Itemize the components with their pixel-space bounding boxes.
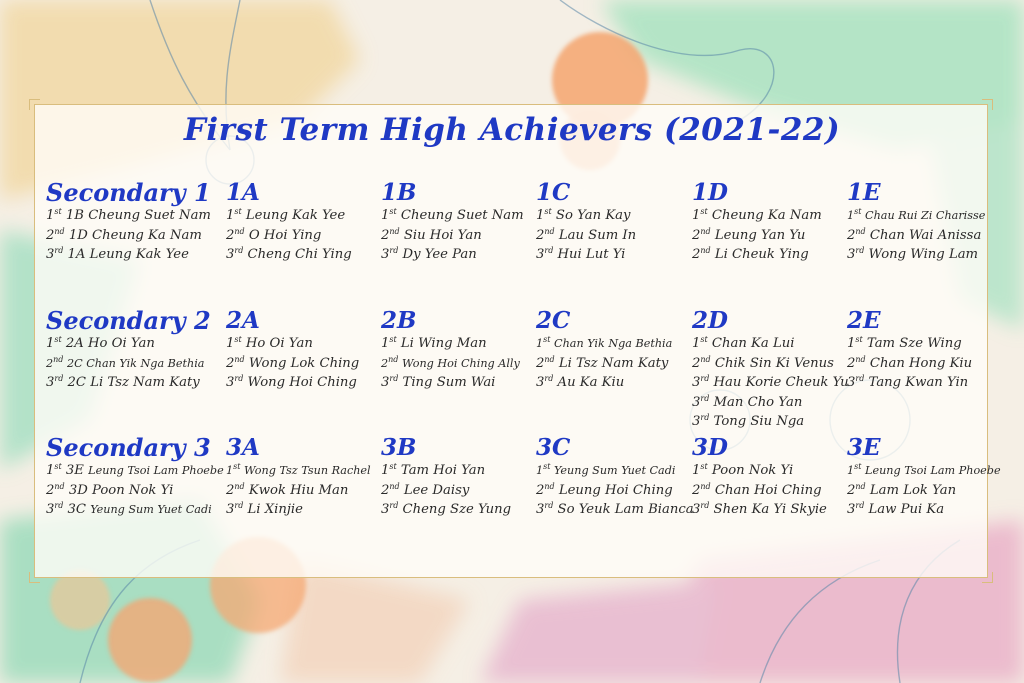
block-heading: 2B (381, 307, 417, 334)
student-name: Poon Nok Yi (711, 463, 794, 478)
achiever-entry (692, 334, 872, 354)
achiever-entry (692, 500, 872, 520)
student-name: Hui Lut Yi (557, 247, 626, 262)
block-heading: 3B (381, 434, 417, 461)
student-name: Yeung Sum Yuet Cadi (554, 464, 676, 477)
rank-suffix: rd (855, 501, 865, 510)
student-name: Chan Ka Lui (711, 336, 795, 351)
rank-suffix: nd (700, 246, 711, 255)
rank-suffix: rd (389, 246, 399, 255)
rank-number: 1 (847, 336, 856, 351)
rank-number: 3 (847, 375, 856, 390)
rank-number: 1 (847, 209, 855, 222)
frame-corner (982, 99, 993, 110)
achiever-entry (381, 334, 561, 354)
student-name: Leung Tsoi Lam Phoebe (865, 464, 1001, 477)
student-name: Kwok Hiu Man (248, 482, 349, 498)
block-heading: 3E (847, 434, 881, 461)
rank-suffix: nd (855, 354, 866, 364)
achiever-entry (536, 226, 716, 246)
student-name: Shen Ka Yi Skyie (713, 502, 827, 517)
rank-suffix: st (54, 462, 62, 471)
block-heading: 2E (847, 307, 881, 334)
rank-suffix: nd (234, 226, 245, 236)
rank-number: 1 (536, 208, 545, 223)
rank-suffix: rd (389, 374, 399, 383)
rank-suffix: st (543, 335, 551, 344)
student-name: Lam Lok Yan (869, 482, 957, 498)
block-heading: Secondary 3 (46, 433, 211, 462)
rank-suffix: st (54, 207, 62, 216)
student-name: 1A Leung Kak Yee (67, 247, 189, 262)
rank-suffix: rd (700, 393, 710, 403)
rank-suffix: nd (544, 354, 555, 364)
student-name: 3C (67, 502, 91, 517)
achiever-entry (46, 245, 226, 265)
achiever-entry (692, 461, 872, 481)
student-name: Au Ka Kiu (557, 375, 625, 390)
block-1a (226, 180, 406, 265)
achiever-entry (536, 373, 716, 393)
rank-number: 2 (46, 227, 55, 243)
rank-number: 3 (46, 502, 55, 517)
rank-suffix: st (234, 335, 242, 344)
block-heading: 3C (536, 434, 571, 461)
block-heading: 1C (536, 179, 571, 206)
student-name: Li Wing Man (400, 336, 487, 351)
rank-number: 2 (847, 482, 856, 498)
achiever-entry (692, 481, 872, 501)
student-name: 2A Ho Oi Yan (65, 336, 155, 351)
rank-suffix: nd (855, 481, 866, 491)
block-heading: 1A (226, 179, 260, 206)
achiever-entry (381, 461, 561, 481)
rank-suffix: rd (234, 501, 244, 510)
rank-number: 1 (381, 336, 390, 351)
rank-number: 3 (692, 414, 701, 429)
rank-number: 2 (692, 482, 701, 498)
rank-number: 3 (692, 394, 701, 410)
achiever-entry (692, 245, 872, 265)
rank-suffix: rd (54, 374, 64, 383)
achiever-entry (381, 373, 561, 393)
block-3c (536, 435, 716, 520)
block-heading: 2A (226, 307, 260, 334)
rank-number: 2 (46, 356, 54, 370)
rank-number: 2 (381, 227, 390, 243)
frame-corner (29, 572, 40, 583)
rank-suffix: nd (54, 481, 65, 491)
rank-suffix: st (855, 335, 863, 344)
rank-number: 3 (381, 247, 390, 262)
rank-suffix: rd (700, 374, 710, 383)
block-heading: 1E (847, 179, 881, 206)
rank-suffix: rd (855, 246, 865, 255)
student-name: Li Cheuk Ying (714, 247, 809, 262)
student-name: Cheng Chi Ying (247, 247, 352, 262)
block-heading: 1B (381, 179, 417, 206)
achiever-entry (847, 481, 1024, 501)
rank-suffix: rd (855, 374, 865, 383)
achiever-entry (381, 354, 561, 374)
rank-number: 2 (536, 355, 545, 371)
rank-number: 1 (46, 463, 55, 478)
student-name: Chan Hong Kiu (869, 355, 973, 371)
block-heading: Secondary 1 (46, 178, 211, 207)
achiever-entry (692, 226, 872, 246)
frame-corner (29, 99, 40, 110)
block-heading: 2C (536, 307, 571, 334)
student-name: Leung Yan Yu (714, 227, 806, 243)
achiever-entry (847, 206, 1024, 226)
student-name-small: Leung Tsoi Lam Phoebe (88, 464, 224, 477)
student-name: Cheung Suet Nam (400, 208, 524, 223)
rank-number: 3 (226, 375, 235, 390)
student-name: So Yan Kay (555, 208, 631, 223)
achiever-entry (46, 334, 226, 354)
block-2a (226, 308, 406, 393)
block-s1 (46, 180, 226, 265)
achiever-entry (226, 226, 406, 246)
rank-suffix: st (234, 207, 242, 216)
rank-suffix: rd (234, 374, 244, 383)
rank-number: 2 (847, 355, 856, 371)
student-name: Tam Hoi Yan (400, 463, 486, 478)
block-3b (381, 435, 561, 520)
student-name: Tang Kwan Yin (868, 375, 969, 390)
block-1c (536, 180, 716, 265)
rank-suffix: rd (544, 374, 554, 383)
rank-suffix: st (389, 335, 397, 344)
frame-corner (982, 572, 993, 583)
rank-suffix: st (54, 335, 62, 344)
rank-suffix: nd (54, 226, 65, 236)
student-name: Man Cho Yan (713, 394, 803, 410)
student-name: Wong Hoi Ching (247, 375, 357, 390)
student-name-small: Yeung Sum Yuet Cadi (90, 503, 212, 516)
rank-number: 1 (381, 208, 390, 223)
rank-number: 1 (46, 208, 55, 223)
rank-suffix: st (544, 207, 552, 216)
student-name: So Yeuk Lam Bianca (557, 502, 694, 517)
rank-suffix: rd (389, 501, 399, 510)
rank-number: 2 (692, 247, 701, 262)
rank-number: 2 (536, 227, 545, 243)
achiever-entry (226, 481, 406, 501)
achiever-entry (847, 461, 1024, 481)
student-name: Ting Sum Wai (402, 375, 496, 390)
achiever-entry (46, 500, 226, 520)
rank-suffix: st (233, 462, 241, 471)
achiever-entry (847, 245, 1024, 265)
rank-suffix: st (700, 462, 708, 471)
rank-number: 1 (381, 463, 390, 478)
achiever-entry (536, 500, 716, 520)
achiever-entry (226, 500, 406, 520)
achiever-entry (847, 334, 1024, 354)
block-heading: 2D (692, 307, 728, 334)
block-heading: 3A (226, 434, 260, 461)
achiever-entry (226, 373, 406, 393)
student-name: Ho Oi Yan (245, 336, 313, 351)
student-name: Siu Hoi Yan (403, 227, 482, 243)
block-heading: 1D (692, 179, 728, 206)
student-name: Law Pui Ka (868, 502, 945, 517)
rank-suffix: st (854, 462, 862, 471)
student-name: Leung Hoi Ching (558, 482, 673, 498)
rank-suffix: st (700, 207, 708, 216)
rank-number: 1 (226, 464, 234, 477)
rank-suffix: rd (54, 501, 64, 510)
rank-suffix: rd (234, 246, 244, 255)
rank-number: 3 (226, 247, 235, 262)
achiever-entry (847, 354, 1024, 374)
student-name: Chan Wai Anissa (869, 227, 982, 243)
rank-suffix: st (854, 207, 862, 216)
rank-number: 1 (536, 464, 544, 477)
block-2c (536, 308, 716, 393)
rank-suffix: st (700, 335, 708, 344)
rank-number: 2 (381, 482, 390, 498)
achiever-entry (381, 226, 561, 246)
rank-suffix: rd (544, 246, 554, 255)
block-3d (692, 435, 872, 520)
achiever-entry (381, 481, 561, 501)
student-name: Wong Lok Ching (248, 355, 360, 371)
rank-number: 2 (692, 355, 701, 371)
rank-number: 2 (46, 482, 55, 498)
block-1d (692, 180, 872, 265)
student-name: 1D Cheung Ka Nam (68, 227, 202, 243)
student-name: Tong Siu Nga (713, 414, 805, 429)
student-name: Wong Hoi Ching Ally (401, 356, 520, 370)
achiever-entry (692, 412, 872, 432)
rank-number: 1 (226, 208, 235, 223)
achiever-entry (847, 226, 1024, 246)
rank-number: 2 (226, 355, 235, 371)
block-2b (381, 308, 561, 393)
rank-suffix: nd (389, 481, 400, 491)
achiever-entry (536, 206, 716, 226)
achiever-entry (226, 461, 406, 481)
achiever-entry (381, 245, 561, 265)
rank-suffix: nd (700, 481, 711, 491)
block-3a (226, 435, 406, 520)
rank-number: 3 (536, 247, 545, 262)
rank-number: 1 (692, 463, 701, 478)
student-name: 2C Li Tsz Nam Katy (67, 375, 200, 390)
rank-number: 1 (847, 464, 855, 477)
student-name: Cheung Ka Nam (711, 208, 822, 223)
achiever-entry (847, 500, 1024, 520)
student-name: Li Tsz Nam Katy (558, 355, 669, 371)
rank-suffix: nd (389, 226, 400, 236)
block-heading: Secondary 2 (46, 306, 211, 335)
achiever-entry (226, 334, 406, 354)
rank-number: 3 (847, 247, 856, 262)
achiever-entry (536, 481, 716, 501)
student-name: 3E (65, 463, 89, 478)
rank-suffix: nd (544, 226, 555, 236)
rank-number: 3 (46, 247, 55, 262)
block-2e (847, 308, 1024, 393)
rank-number: 1 (46, 336, 55, 351)
rank-number: 3 (692, 375, 701, 390)
block-s2 (46, 308, 226, 393)
student-name: 2C Chan Yik Nga Bethia (66, 356, 205, 370)
student-name: Lau Sum In (558, 227, 637, 243)
rank-number: 2 (847, 227, 856, 243)
page-title: First Term High Achievers (2021-22) (183, 112, 841, 148)
achiever-entry (226, 245, 406, 265)
student-name: Chan Yik Nga Bethia (554, 337, 673, 350)
block-2d (692, 308, 872, 432)
rank-suffix: nd (700, 226, 711, 236)
block-1b (381, 180, 561, 265)
rank-number: 1 (226, 336, 235, 351)
achiever-entry (226, 206, 406, 226)
student-name: Cheng Sze Yung (402, 502, 512, 517)
student-name: Chik Sin Ki Venus (714, 355, 834, 371)
student-name: Chan Hoi Ching (714, 482, 822, 498)
rank-number: 3 (381, 502, 390, 517)
rank-number: 1 (692, 208, 701, 223)
rank-suffix: rd (54, 246, 64, 255)
rank-suffix: st (389, 207, 397, 216)
achiever-entry (381, 206, 561, 226)
achiever-entry (692, 354, 872, 374)
rank-suffix: nd (544, 481, 555, 491)
achiever-entry (46, 226, 226, 246)
rank-suffix: nd (855, 226, 866, 236)
student-name: Leung Kak Yee (245, 208, 346, 223)
student-name: Wong Tsz Tsun Rachel (244, 464, 371, 477)
rank-number: 3 (847, 502, 856, 517)
rank-number: 3 (536, 375, 545, 390)
student-name: Chau Rui Zi Charisse (865, 209, 986, 222)
achiever-entry (46, 481, 226, 501)
achiever-entry (46, 354, 226, 374)
block-s3 (46, 435, 226, 520)
student-name: 3D Poon Nok Yi (68, 482, 174, 498)
rank-suffix: nd (700, 354, 711, 364)
student-name: Li Xinjie (247, 502, 303, 517)
achiever-entry (226, 354, 406, 374)
achiever-entry (536, 334, 716, 354)
achiever-entry (536, 354, 716, 374)
rank-number: 3 (226, 502, 235, 517)
rank-suffix: nd (234, 481, 245, 491)
achiever-entry (847, 373, 1024, 393)
achiever-entry (692, 393, 872, 413)
rank-number: 2 (381, 356, 389, 370)
rank-suffix: rd (700, 413, 710, 422)
achiever-entry (692, 206, 872, 226)
student-name: Tam Sze Wing (866, 336, 962, 351)
rank-suffix: nd (53, 354, 64, 364)
block-3e (847, 435, 1024, 520)
student-name: Lee Daisy (403, 482, 470, 498)
rank-number: 2 (226, 482, 235, 498)
student-name: Wong Wing Lam (868, 247, 979, 262)
rank-suffix: nd (234, 354, 245, 364)
achiever-entry (381, 500, 561, 520)
rank-number: 2 (692, 227, 701, 243)
rank-number: 3 (536, 502, 545, 517)
student-name: O Hoi Ying (248, 227, 322, 243)
block-1e (847, 180, 1024, 265)
achiever-entry (46, 461, 226, 481)
rank-number: 3 (692, 502, 701, 517)
rank-number: 3 (46, 375, 55, 390)
student-name: 1B Cheung Suet Nam (65, 208, 211, 223)
rank-number: 1 (692, 336, 701, 351)
student-name: Dy Yee Pan (402, 247, 477, 262)
achiever-entry (46, 206, 226, 226)
block-heading: 3D (692, 434, 728, 461)
rank-number: 2 (226, 227, 235, 243)
achiever-entry (536, 461, 716, 481)
rank-suffix: rd (700, 501, 710, 510)
rank-suffix: rd (544, 501, 554, 510)
rank-number: 1 (536, 337, 544, 350)
rank-number: 2 (536, 482, 545, 498)
achiever-entry (692, 373, 872, 393)
achiever-entry (46, 373, 226, 393)
student-name: Hau Korie Cheuk Yu (713, 375, 849, 390)
rank-suffix: st (543, 462, 551, 471)
rank-number: 3 (381, 375, 390, 390)
rank-suffix: nd (388, 354, 399, 364)
rank-suffix: st (389, 462, 397, 471)
achiever-entry (536, 245, 716, 265)
